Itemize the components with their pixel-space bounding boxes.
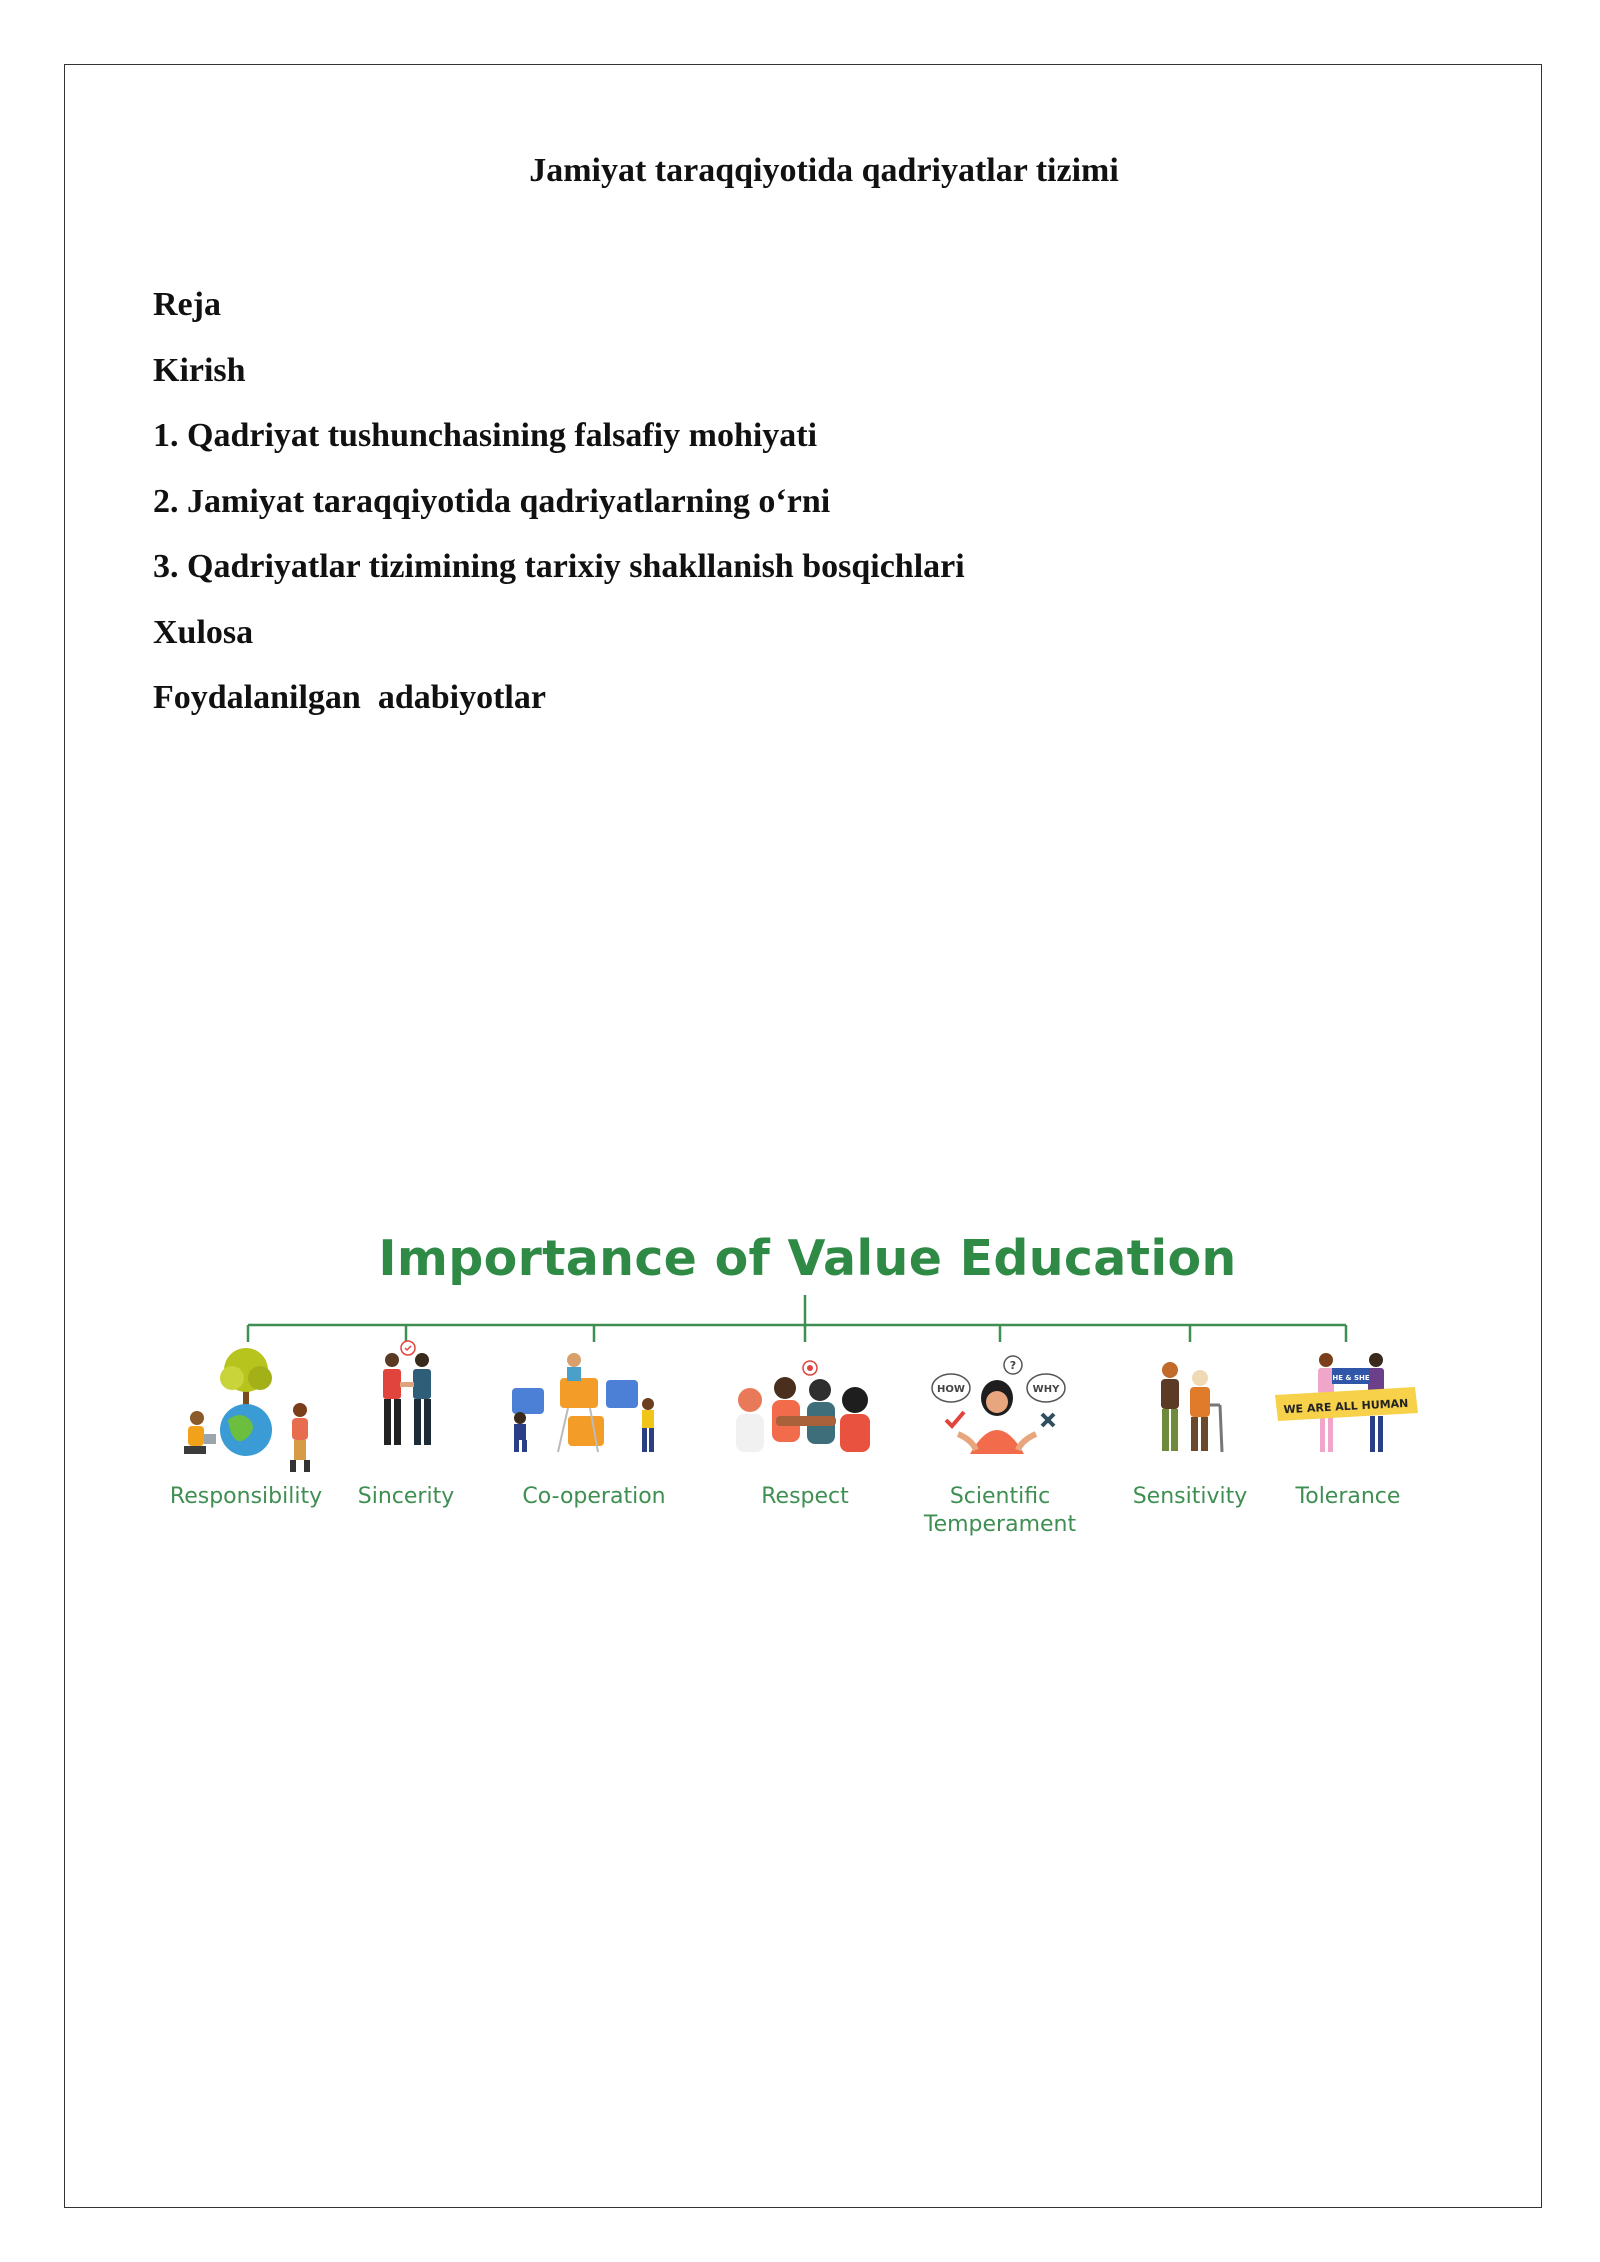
plan-list: [153, 280, 965, 739]
tree-globe-people-icon: [184, 1348, 310, 1472]
document-title: Jamiyat taraqqiyotida qadriyatlar tizimi: [529, 152, 1119, 189]
value-label-respect: Respect: [761, 1484, 849, 1509]
puzzle-team-icon: [512, 1353, 654, 1452]
value-label-tolerance: Tolerance: [1295, 1484, 1401, 1509]
how-bubble-text: HOW: [937, 1384, 965, 1395]
plan-heading: Reja: [153, 286, 221, 323]
plan-item-1: 1. Qadriyat tushunchasining falsafiy mohiyati: [153, 417, 818, 454]
elderly-help-icon: [1161, 1362, 1222, 1452]
plan-item-2: 2. Jamiyat taraqqiyotida qadriyatlarning o‘rni: [153, 482, 831, 520]
plan-item-references: Foydalanilgan adabiyotlar: [153, 679, 546, 716]
plan-item-3: 3. Qadriyatlar tizimining tarixiy shakllanish bosqichlari: [153, 548, 965, 585]
question-bubble-text: ?: [1009, 1359, 1017, 1372]
group-friends-icon: [736, 1361, 870, 1452]
plan-item-introduction: Kirish: [153, 351, 246, 389]
why-bubble-text: WHY: [1032, 1384, 1060, 1395]
value-label-sincerity: Sincerity: [357, 1484, 455, 1509]
banner-text: WE ARE ALL HUMAN: [1283, 1396, 1409, 1417]
thinking-woman-icon: [932, 1356, 1065, 1454]
banner-sign-text: HE & SHE: [1332, 1374, 1370, 1382]
value-education-infographic: [140, 1220, 1440, 1580]
plan-item-conclusion: Xulosa: [153, 613, 254, 651]
value-label-cooperation: Co-operation: [522, 1484, 666, 1509]
banner-people-icon: [1275, 1353, 1418, 1452]
handshake-people-icon: [383, 1341, 431, 1445]
value-label-responsibility: Responsibility: [169, 1484, 323, 1509]
infographic-title: Importance of Value Education: [378, 1230, 1237, 1287]
connector-lines: [248, 1295, 1346, 1342]
value-label-sensitivity: Sensitivity: [1132, 1484, 1248, 1509]
infographic-illustrations: [140, 1220, 1440, 1580]
value-label-scientific-temperament: Scientific Temperament: [923, 1484, 1077, 1537]
